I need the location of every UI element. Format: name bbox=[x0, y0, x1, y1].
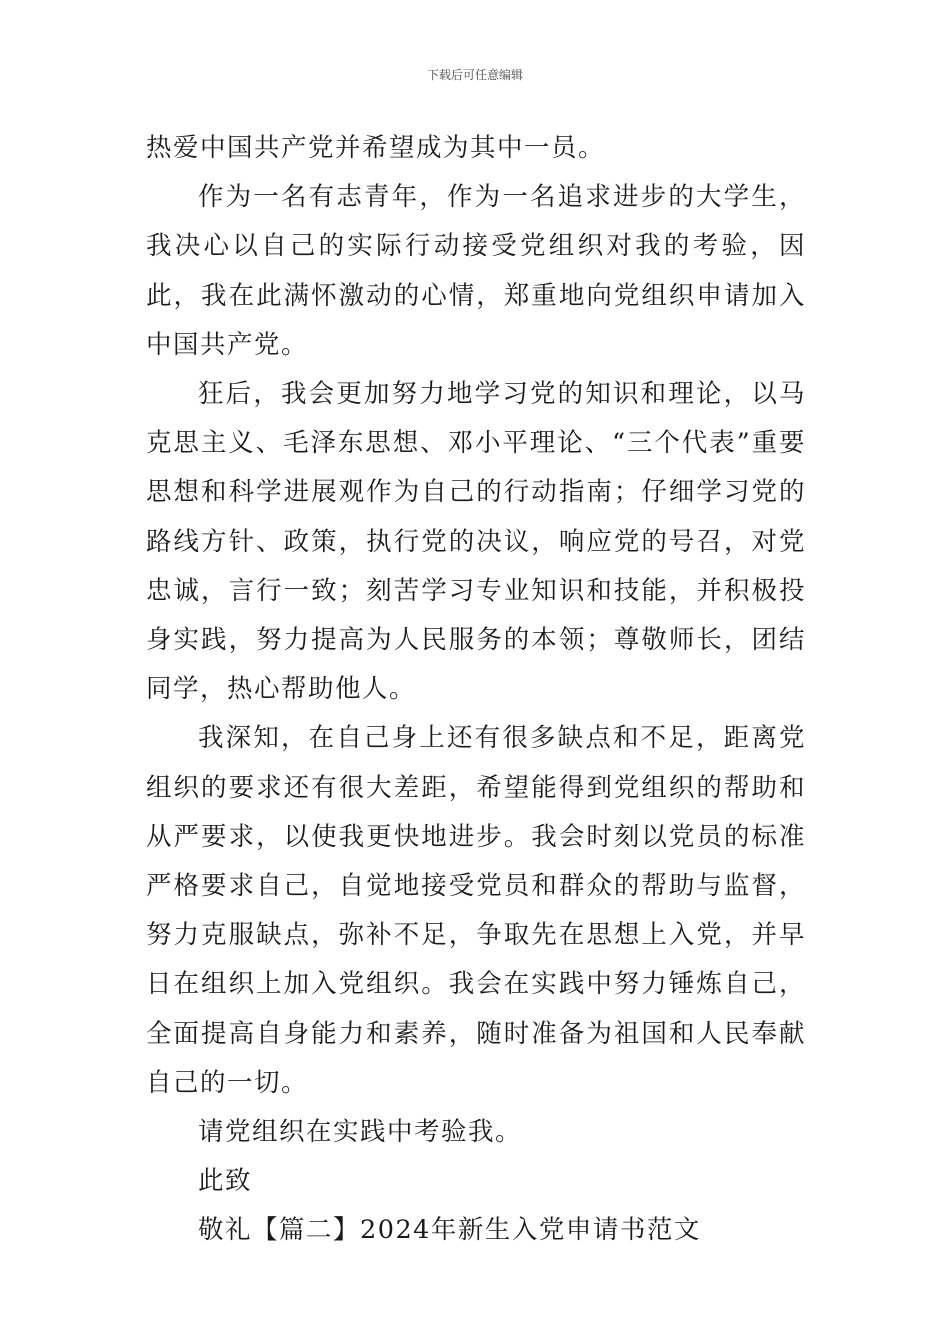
paragraph-1: 热爱中国共产党并希望成为其中一员。 bbox=[146, 133, 606, 163]
paragraph-2: 作为一名有志青年，作为一名追求进步的大学生，我决心以自己的实际行动接受党组织对我的考验，因此，我在此满怀激动的心情，郑重地向党组织申请加入中国共产党。 bbox=[146, 182, 806, 360]
paragraph-6: 此致 bbox=[198, 1166, 253, 1197]
paragraph-7: 敬礼【篇二】2024年新生入党申请书范文 bbox=[198, 1215, 701, 1246]
paragraph-4: 我深知，在自己身上还有很多缺点和不足，距离党组织的要求还有很大差距，希望能得到党组织的帮助和从严要求，以使我更快地进步。我会时刻以党员的标准严格要求自己，自觉地接受党员和群众的帮助与监督，努力克服缺点，弥补不足，争取先在思想上入党，并早日在组织上加入党组织。我会在实践中努力锤炼自己，全面提高自身能力和素养，随时准备为祖国和人民奉献自己的一切。 bbox=[146, 723, 806, 1098]
paragraph-5: 请党组织在实践中考验我。 bbox=[198, 1117, 523, 1148]
paragraph-3: 狂后，我会更加努力地学习党的知识和理论，以马克思主义、毛泽东思想、邓小平理论、“三个代表”重要思想和科学进展观作为自己的行动指南；仔细学习党的路线方针、政策，执行党的决议，响应党的号召，对党忠诚，言行一致；刻苦学习专业知识和技能，并积极投身实践，努力提高为人民服务的本领；尊敬师长，团结同学，热心帮助他人。 bbox=[146, 379, 806, 705]
document-body bbox=[146, 124, 806, 1256]
page-header: 下载后可任意编辑 bbox=[426, 68, 523, 82]
